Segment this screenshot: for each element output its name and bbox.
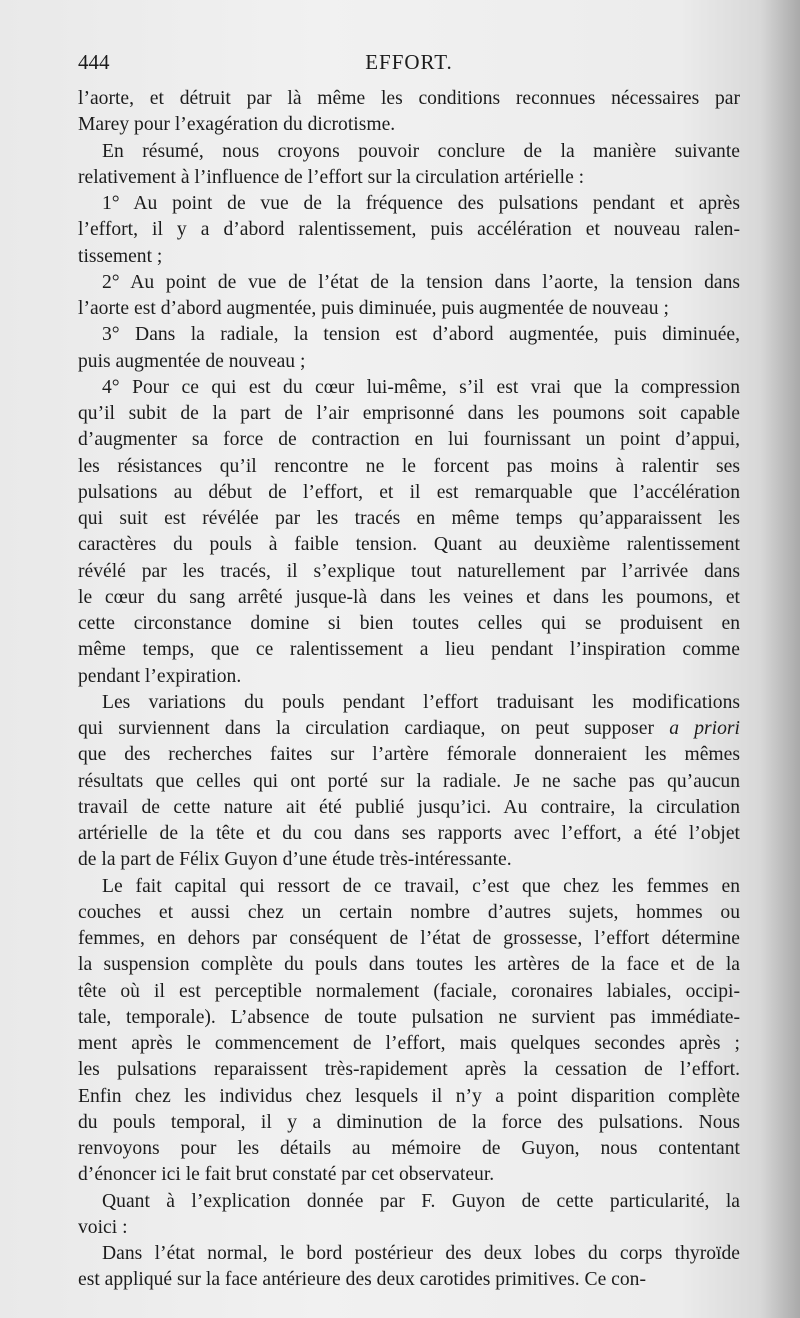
text-line: relativement à l’influence de l’effort sur la circulation artérielle : [78, 166, 585, 188]
paragraph [78, 191, 740, 270]
text-line: Quant à l’explication donnée par F. Guyon de cette particularité, la [102, 1190, 740, 1212]
text-line: la suspension complète du pouls dans toutes les artères de la face et de la [78, 954, 740, 976]
text-line: qui suit est révélée par les tracés en même temps qu’apparaissent les [78, 508, 740, 529]
text-line: de la part de Félix Guyon d’une étude très-intéressante. [78, 849, 512, 871]
running-title: EFFORT. [365, 50, 453, 74]
paragraph [78, 270, 740, 323]
paragraph [78, 690, 740, 874]
text-line: Marey pour l’exagération du dicrotisme. [78, 114, 396, 136]
text-line: résultats que celles qui ont porté sur la radiale. Je ne sache pas qu’aucun [78, 770, 740, 792]
text-line: même temps, que ce ralentissement a lieu pendant l’inspiration comme [78, 639, 740, 661]
text-line: est appliqué sur la face antérieure des deux carotides primitives. Ce con- [78, 1269, 646, 1291]
text-line: femmes, en dehors par conséquent de l’état de grossesse, l’effort détermine [78, 928, 740, 949]
text-line: qu’il subit de la part de l’air emprisonné dans les poumons soit capable [78, 403, 740, 424]
text-line: travail de cette nature ait été publié jusqu’ici. Au contraire, la circulation [78, 796, 740, 818]
paragraph [78, 139, 740, 192]
text-line: tête où il est perceptible normalement (faciale, coronaires labiales, occipi- [78, 980, 740, 1002]
text-line: tale, temporale). L’absence de toute pulsation ne survient pas immédiate- [78, 1006, 740, 1028]
text-line: révélé par les tracés, il s’explique tout naturellement par l’arrivée dans [78, 560, 740, 582]
text-line: artérielle de la tête et du cou dans ses rapports avec l’effort, a été l’objet [78, 823, 740, 844]
text-line: le cœur du sang arrêté jusque-là dans les veines et dans les poumons, et [78, 586, 740, 608]
text-line: Les variations du pouls pendant l’effort traduisant les modifications [102, 691, 740, 713]
body-text [78, 86, 740, 1294]
text-line: que des recherches faites sur l’artère fémorale donneraient les mêmes [78, 744, 740, 766]
text-line: l’aorte est d’abord augmentée, puis diminuée, puis augmentée de nouveau ; [78, 298, 669, 319]
text-line: les pulsations reparaissent très-rapidement après la cessation de l’effort. [78, 1059, 740, 1081]
text-line: d’énoncer ici le fait brut constaté par cet observateur. [78, 1164, 495, 1186]
text-line: pulsations au début de l’effort, et il est remarquable que l’accélération [78, 481, 740, 503]
text-line: puis augmentée de nouveau ; [78, 350, 306, 372]
text-line: 2° Au point de vue de l’état de la tension dans l’aorte, la tension dans [102, 271, 740, 293]
text-line: l’aorte, et détruit par là même les conditions reconnues nécessaires par [78, 88, 740, 109]
text-line: caractères du pouls à faible tension. Quant au deuxième ralentissement [78, 534, 740, 556]
text-line: Enfin chez les individus chez lesquels il n’y a point disparition complète [78, 1085, 740, 1107]
text-line: Dans l’état normal, le bord postérieur des deux lobes du corps thyroïde [102, 1243, 740, 1264]
page-header [78, 50, 740, 80]
text-line: l’effort, il y a d’abord ralentissement, puis accélération et nouveau ralen- [78, 219, 740, 241]
paragraph [78, 375, 740, 690]
paragraph [78, 1189, 740, 1242]
paragraph [78, 86, 740, 139]
text-line: 4° Pour ce qui est du cœur lui-même, s’il est vrai que la compression [102, 376, 740, 398]
text-line: renvoyons pour les détails au mémoire de Guyon, nous contentant [78, 1138, 740, 1159]
text-line: 3° Dans la radiale, la tension est d’abord augmentée, puis diminuée, [102, 324, 740, 346]
paragraph [78, 322, 740, 375]
text-line: voici : [78, 1216, 128, 1238]
paragraph [78, 1241, 740, 1294]
text-line: cette circonstance domine si bien toutes celles qui se produisent en [78, 613, 740, 634]
text-line: qui surviennent dans la circulation cardiaque, on peut supposer a priori [78, 718, 740, 739]
page-number: 444 [78, 50, 110, 74]
text-line: du pouls temporal, il y a diminution de la force des pulsations. Nous [78, 1111, 740, 1133]
text-line: ment après le commencement de l’effort, mais quelques secondes après ; [78, 1033, 740, 1054]
text-line: Le fait capital qui ressort de ce travail, c’est que chez les femmes en [102, 875, 740, 897]
text-line: d’augmenter sa force de contraction en lui fournissant un point d’appui, [78, 429, 740, 451]
text-line: tissement ; [78, 245, 163, 267]
paragraph [78, 874, 740, 1189]
text-line: 1° Au point de vue de la fréquence des pulsations pendant et après [102, 193, 740, 214]
text-line: les résistances qu’il rencontre ne le forcent pas moins à ralentir ses [78, 455, 740, 477]
text-line: En résumé, nous croyons pouvoir conclure de la manière suivante [102, 140, 740, 162]
text-line: couches et aussi chez un certain nombre d’autres sujets, hommes ou [78, 901, 740, 923]
text-line: pendant l’expiration. [78, 665, 242, 687]
